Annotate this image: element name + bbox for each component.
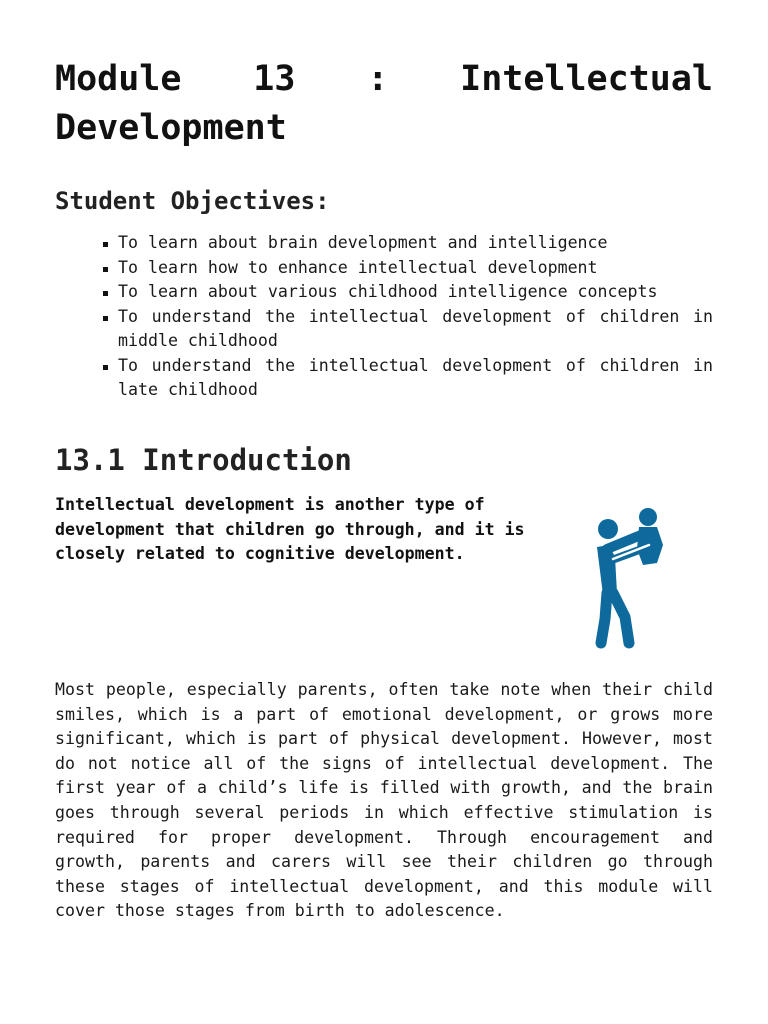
intro-lead-text: Intellectual development is another type of development that children go through, and it is closely related to cognitive development. — [55, 495, 525, 563]
objective-text: To learn about brain development and intelligence — [118, 233, 608, 252]
objective-text: To learn how to enhance intellectual development — [118, 257, 598, 277]
objective-text: To understand the intellectual development of children in late childhood — [118, 355, 713, 399]
section-heading: 13.1 Introduction — [55, 443, 352, 477]
module-title: Module 13 : Intellectual Development — [55, 59, 713, 148]
adult-holding-child-icon — [587, 505, 671, 649]
list-item — [103, 256, 713, 281]
objectives-heading: Student Objectives: — [55, 187, 330, 215]
bullet-icon — [103, 242, 108, 247]
objectives-list — [103, 231, 713, 403]
objective-text: To understand the intellectual development of children in middle childhood — [118, 306, 713, 350]
bullet-icon — [103, 291, 108, 296]
bullet-icon — [103, 267, 108, 272]
bullet-icon — [103, 316, 108, 321]
objective-text: To learn about various childhood intelligence concepts — [118, 282, 658, 301]
list-item — [103, 305, 713, 354]
list-item — [103, 231, 713, 256]
bullet-icon — [103, 365, 108, 370]
list-item — [103, 280, 713, 305]
list-item — [103, 354, 713, 403]
introduction-paragraph: Most people, especially parents, often take note when their child smiles, which is a part of emotional development, or grows more significant, which is part of physical development. However, most do not notice all of the signs of intellectual development. The first year of a child’s life is filled with growth, and the brain goes through several periods in which effective stimulation is required for proper development. Through encouragement and growth, parents and carers will see their children go through these stages of intellectual development, and this module will cover those stages from birth to adolescence. — [55, 680, 713, 921]
